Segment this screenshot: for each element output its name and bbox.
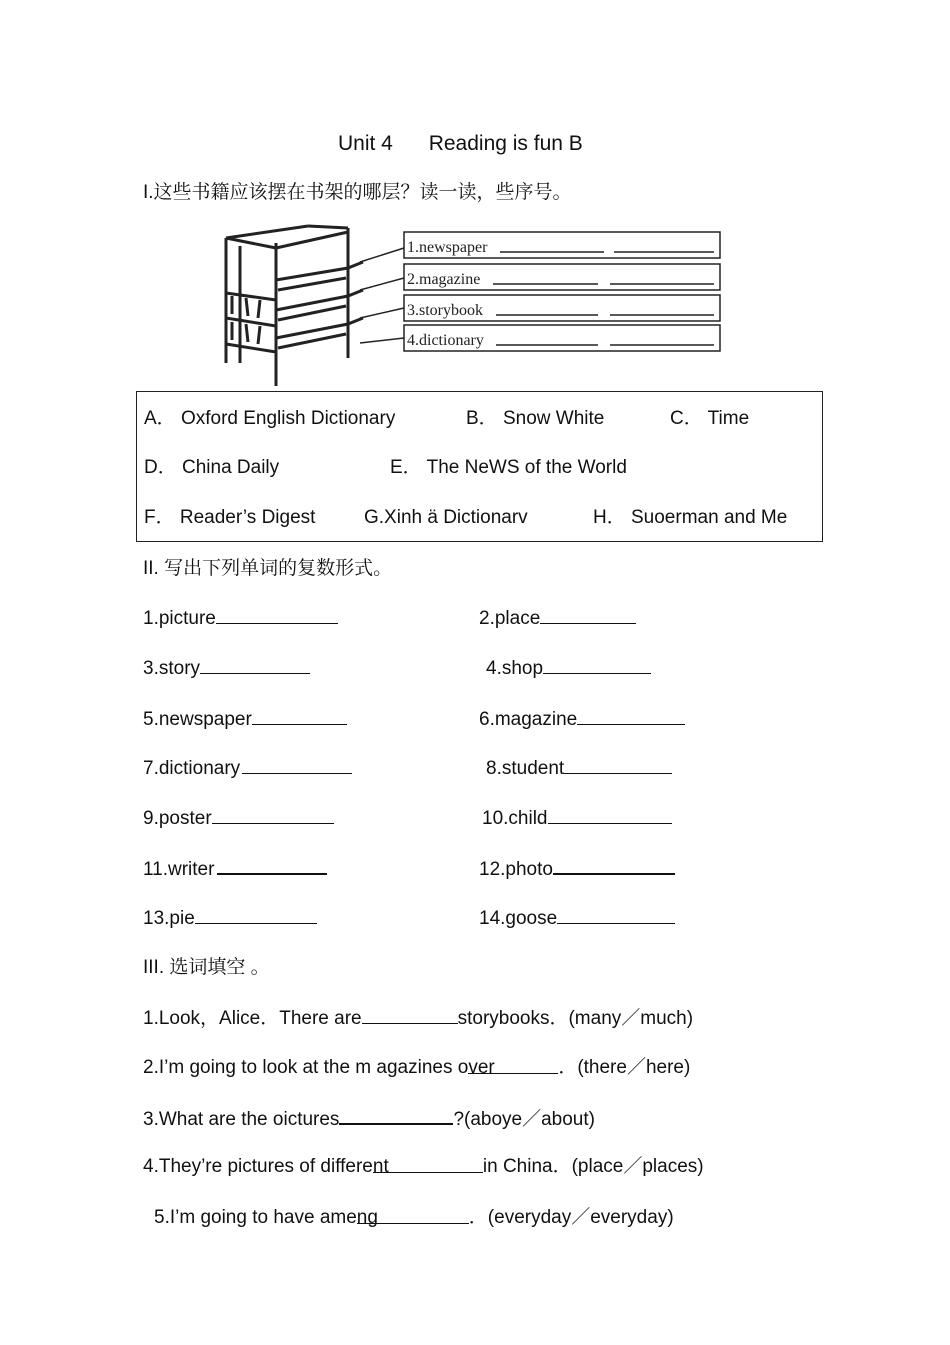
word: 2.place [479,608,541,629]
word: 7.dictionary [143,758,241,779]
answer-blank[interactable] [212,806,334,824]
option-h: H． Suoerman and Me [593,507,788,528]
option-g: G.Xinh ä Dictionarv [364,507,528,528]
word: 14.goose [479,908,558,929]
word: 8.student [486,758,565,779]
bookshelf-illustration [218,218,728,390]
answer-blank[interactable] [356,1206,469,1228]
sentence-start: 4.They’re pictures of differe [143,1156,373,1177]
word: 9.poster [143,808,212,829]
plural-item-2 [479,606,636,631]
plural-item-1 [143,606,338,631]
fill-item-3 [143,1106,595,1132]
plural-item-6 [479,707,685,732]
sentence-end: ．(everyday／everyday) [468,1207,674,1228]
word: 12.photo [479,859,553,880]
shelf-label-3: 3.storybook [407,302,483,319]
plural-item-12 [479,856,675,882]
option-b: B． Snow White [466,408,605,429]
sentence-end: ?(aboye／about) [453,1109,595,1130]
option-a: A． Oxford English Dictionary [144,408,396,429]
word: 13.pie [143,908,195,929]
word: 3.story [143,658,201,679]
section2-heading: II. 写出下列单词的复数形式。 [143,558,393,579]
option-e: E． The NeWS of the World [390,457,627,478]
word: 10.child [482,808,548,829]
plural-item-11 [143,856,327,882]
word: 5.newspaper [143,709,252,730]
answer-blank[interactable] [564,756,672,774]
answer-blank[interactable] [217,856,327,875]
unit-label: Unit 4 [338,132,393,155]
word: 4.shop [486,658,544,679]
shelf-label-4: 4.dictionary [407,332,484,349]
answer-blank[interactable] [252,707,347,725]
answer-blank[interactable] [242,756,352,774]
word: 11.writer [143,859,215,880]
option-c: C． Time [670,408,750,429]
word: 6.magazine [479,709,578,730]
shelf-label-1: 1.newspaper [407,239,488,256]
sentence-start: 1.Look，Alice．There are [143,1008,362,1029]
unit-topic: Reading is fun B [428,132,583,155]
answer-blank[interactable] [540,606,636,624]
answer-blank[interactable] [216,606,338,624]
section3-heading: III. 选词填空 。 [143,957,270,978]
sentence-start: 2.I’m going to look at the m agazines o [143,1057,469,1078]
sentence-end: storybooks．(many／much) [457,1008,694,1029]
word: 1.picture [143,608,216,629]
sentence-start: 5.I’m going to have ame [154,1207,357,1228]
answer-blank[interactable] [577,707,685,725]
page-title [338,132,583,156]
answer-blank[interactable] [557,906,675,924]
plural-item-10 [482,806,672,831]
sentence-end: in China．(place／places) [482,1156,704,1177]
answer-blank[interactable] [195,906,317,924]
plural-item-7 [143,756,352,781]
plural-item-13 [143,906,317,931]
plural-item-3 [143,656,310,681]
plural-item-9 [143,806,334,831]
fill-item-1 [143,1006,693,1031]
option-f: F． Reader’s Digest [144,507,316,528]
answer-blank[interactable] [362,1006,458,1024]
plural-item-5 [143,707,347,732]
fill-item-4 [143,1155,704,1179]
answer-blank[interactable] [468,1056,558,1078]
answer-blank[interactable] [553,856,675,875]
fill-item-5 [154,1206,674,1230]
option-d: D． China Daily [144,457,280,478]
sentence-fragment: ng [356,1207,378,1228]
shelf-label-2: 2.magazine [407,271,481,288]
answer-blank[interactable] [339,1106,453,1125]
plural-item-4 [486,656,651,681]
section1-heading: I.这些书籍应该摆在书架的哪层？读一读，些序号。 [143,182,572,203]
answer-blank[interactable] [200,656,310,674]
sentence-fragment: nt [372,1156,389,1177]
fill-item-2 [143,1056,690,1080]
sentence-fragment: ver [468,1057,495,1078]
plural-item-8 [486,756,672,781]
plural-item-14 [479,906,675,931]
bookshelf-icon [226,226,363,386]
sentence-start: 3.What are the oictures [143,1109,340,1130]
sentence-end: ．(there／here) [558,1057,691,1078]
answer-blank[interactable] [543,656,651,674]
answer-blank[interactable] [548,806,672,824]
answer-blank[interactable] [372,1155,483,1177]
